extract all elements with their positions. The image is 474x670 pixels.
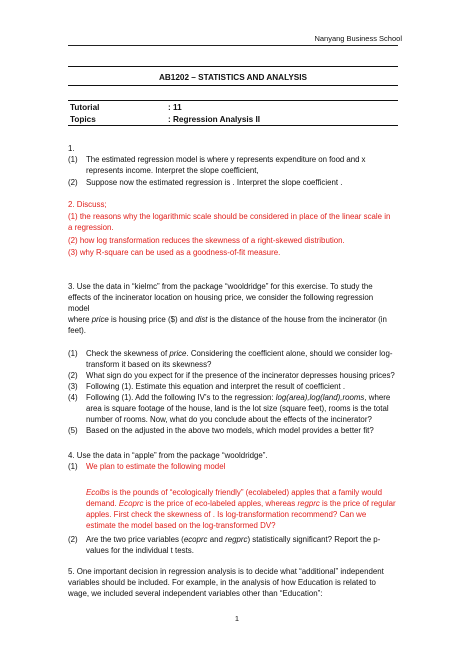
q3-intro-2: effects of the incinerator location on housing price, we consider the following regression [68,293,374,302]
q4-item-2-ecoprc: ecoprc [183,535,208,544]
q3-where-mid: is housing price ($) and [108,315,196,324]
q3-item-4-num: (4) [68,393,78,402]
q5-line-1: 5. One important decision in regression analysis is to decide what “additional” independent [68,567,384,576]
q5-line-2: variables should be included. For example, in the analysis of how Education is related to [68,578,376,587]
q3-item-5-text: Based on the adjusted in the above two models, which model provides a better fit? [86,426,374,435]
header-rule [68,45,398,46]
q4-item-2-line2: values for the individual t tests. [86,546,194,555]
topics-label: Topics [68,113,166,126]
q3-item-3-num: (3) [68,382,78,391]
q4-item-1-text: We plan to estimate the following model [86,462,226,471]
q4-item-2-num: (2) [68,535,78,544]
q3-item-4-a: Following (1). Add the following IV’s to the regression: [86,393,276,402]
q4-item-1-num: (1) [68,462,78,471]
q3-where-post: is the distance of the house from the incinerator (in [207,315,387,324]
q4-item-2-and: and [207,535,226,544]
q1-number: 1. [68,144,75,153]
q4-var-ecoprc: Ecoprc [118,499,144,508]
q1-item-2-num: (2) [68,178,78,187]
q1-item-2-text: Suppose now the estimated regression is . Interpret the slope coefficient . [86,178,343,187]
page-number: 1 [234,614,240,623]
q3-intro-1: 3. Use the data in “kielmc” from the package “wooldridge” for this exercise. To study the [68,282,373,291]
q1-item-1-line2: represents income. Interpret the slope coefficient, [86,166,259,175]
q4-block-line-2-c: is the price of regular [319,499,396,508]
q4-block-line-3: apples. First check the skewness of . Is log-transformation recommend? Can we [86,510,367,519]
q3-item-4-line2: area is square footage of the house, land is the lot size (square feet), rooms is the total [86,404,389,413]
meta-table [68,100,398,126]
q4-block-line-4: estimate the model based on the log-transformed DV? [86,521,276,530]
q3-var-price: price [91,315,109,324]
q4-var-ecolbs: Ecolbs [86,488,110,497]
q3-where-line-2: feet). [68,326,86,335]
q4-block-line-2-b: is the price of eco-labeled apples, whereas [143,499,298,508]
q1-item-1-line1: The estimated regression model is where y represents expenditure on food and x [86,155,366,164]
q3-item-4-vars: log(area),log(land),rooms [275,393,365,402]
q4-item-2-regprc: regprc [225,535,248,544]
q4-intro: 4. Use the data in “apple” from the package “wooldridge”. [68,451,268,460]
q3-item-1-num: (1) [68,349,78,358]
q3-item-2-num: (2) [68,371,78,380]
q3-item-3-text: Following (1). Estimate this equation and interpret the result of coefficient . [86,382,346,391]
tutorial-value: : 11 [166,101,398,114]
q5-line-3: wage, we included several independent variables other than “Education”: [68,589,323,598]
q2-line-3: (3) why R-square can be used as a goodness-of-fit measure. [68,248,281,257]
q2-line-1: (1) the reasons why the logarithmic scale should be considered in place of the linear scale in [68,212,391,221]
school-name: Nanyang Business School [314,34,402,43]
q4-item-2-b: ) statistically significant? Report the p- [247,535,381,544]
topics-value: : Regression Analysis II [166,113,398,126]
q3-where-pre: where [68,315,92,324]
q3-intro-3: model [68,304,90,313]
q3-item-1-price: price [169,349,187,358]
q4-block-line-2 [86,498,396,509]
q3-item-1-a: Check the skewness of [86,349,170,358]
q3-item-4-line3: number of rooms. Now, what do you conclude about the effects of the incinerator? [86,415,372,424]
q2-line-2: (2) how log transformation reduces the skewness of a right-skewed distribution. [68,236,345,245]
q4-block-line-1 [86,487,382,498]
q3-item-1-line2: transform it based on its skewness? [86,360,212,369]
q4-block-line-1-rest: is the pounds of “ecologically friendly” (ecolabeled) apples that a family would [109,488,383,497]
q2-heading: 2. Discuss; [68,200,107,209]
q3-var-dist: dist [195,315,208,324]
document-title: AB1202 – STATISTICS AND ANALYSIS [158,73,307,82]
q1-item-1-num: (1) [68,155,78,164]
q2-line-1b: a regression. [68,223,114,232]
q3-where-line [68,314,387,325]
q3-item-1-b: . Considering the coefficient alone, should we consider log- [186,349,393,358]
q3-item-4-b: , where [364,393,391,402]
tutorial-label: Tutorial [68,101,166,114]
q4-block-line-2-a: demand. [86,499,119,508]
q4-var-regprc: regprc [297,499,320,508]
q3-item-5-num: (5) [68,426,78,435]
q4-item-2-a: Are the two price variables ( [86,535,184,544]
q3-item-2-text: What sign do you expect for if the presence of the incinerator depresses housing prices? [86,371,395,380]
